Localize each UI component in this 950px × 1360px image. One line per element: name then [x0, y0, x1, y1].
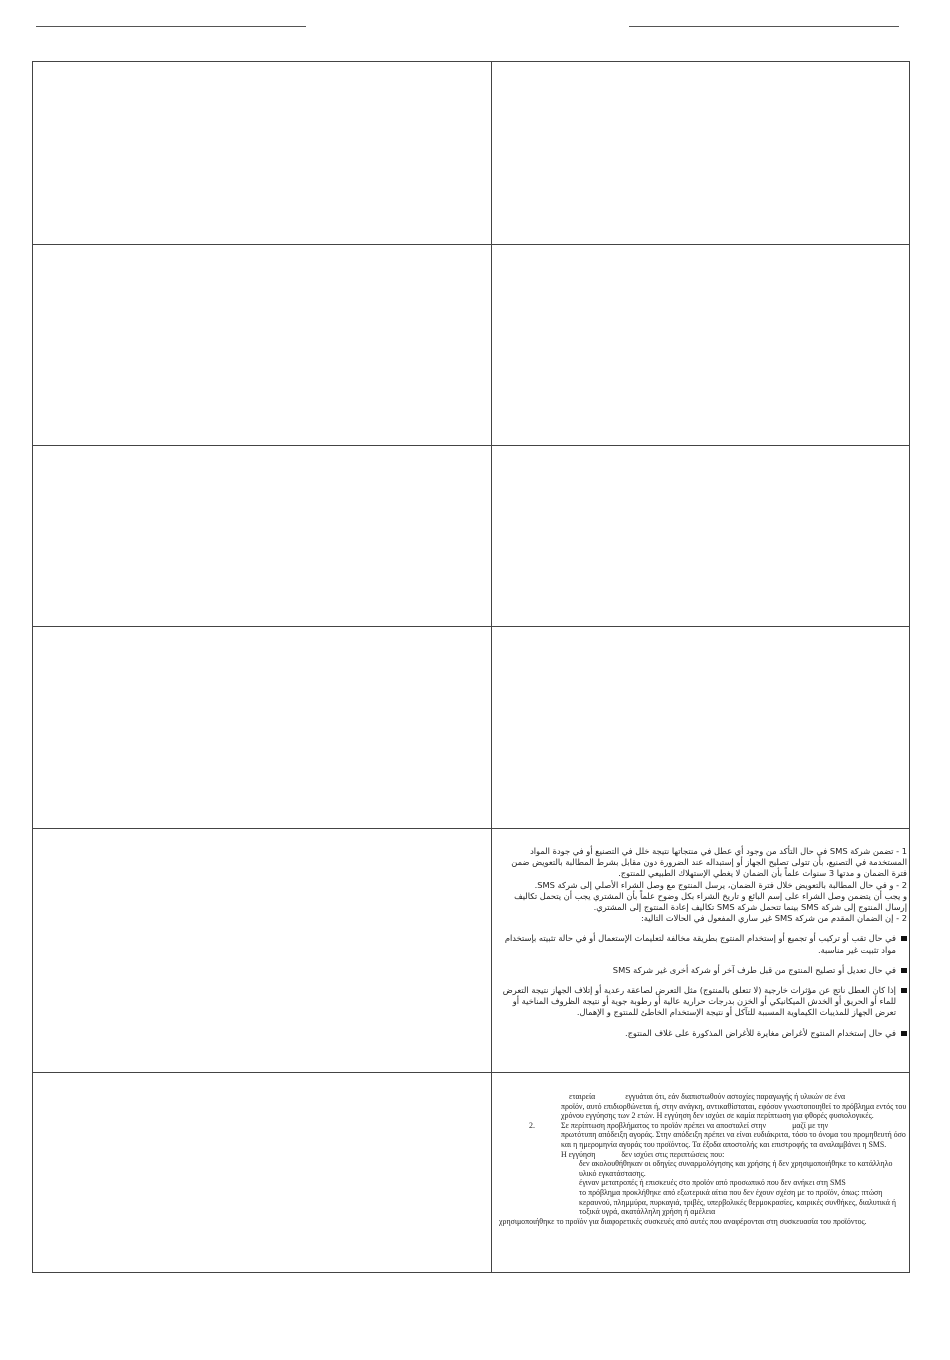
greek-para-1-cont: προϊόν, αυτό επιδιορθώνεται ή, στην ανάγκη, αντικαθίσταται, εφόσον γνωστοποιηθεί το πρόβλημα εντός του χρόνου εγγύησης των 2 ετών. Η εγγύηση δεν ισχύει σε καμία περίπτωση για φθορές φυσιολογικές.: [561, 1101, 907, 1121]
list-item: في حال إستخدام المنتوج لأغراض مغايرة للأغراض المذكورة على غلاف المنتوج.: [499, 1028, 907, 1039]
arabic-line-3: و يجب أن يتضمن وصل الشراء على إسم البائع و تاريخ الشراء بكل وضوح علماً بأن المشتري يجب أن يتحمل تكاليف إرسال المنتوج إلى شركة SMS بينما تتحمل شركة SMS تكاليف إعادة المنتوج إلى المشتري.: [514, 890, 907, 913]
header-rule-left: [36, 26, 306, 27]
greek-last-line: χρησιμοποιήθηκε το προϊόν για διαφορετικές συσκευές από αυτές που αναφέρονται στη συσκευασία του προϊόντος.: [499, 1216, 867, 1226]
greek-para-2-first: 2. Σε περίπτωση προβλήματος το προϊόν πρέπει να αποσταλεί στην μαζί με την: [529, 1120, 829, 1130]
warranty-table: [32, 61, 910, 1273]
greek-para-2-cont: πρωτότυπη απόδειξη αγοράς. Στην απόδειξη πρέπει να είναι ευδιάκριτα, τόσο το όνομα του προμηθευτή όσο και η ημερομηνία αγοράς του προϊόντος. Τα έξοδα αποστολής και επιστροφής τα αναλαμβάνει η SMS.: [561, 1130, 906, 1149]
list-item: إذا كان العطل ناتج عن مؤثرات خارجية (لا تتعلق بالمنتوج) مثل التعرض لصاعقة رعدية أو إتلاف الجهاز نتيجة التعرض للماء أو الحريق أو الخدش الميكانيكي أو الخزن بدرجات حرارية عالية أو رطوبة جوية أو نتيجة الظروف المناخية أو تعرض الجهاز للمذيبات الكيماوية المسببة للتآكل أو نتيجة الإستخدام الخاطئ للمنتوج و الإهمال.: [499, 985, 907, 1019]
arabic-line-4: 2 - إن الضمان المقدم من شركة SMS غير ساري المفعول في الحالات التالية:: [641, 913, 907, 924]
arabic-warranty-cell: [499, 846, 907, 1039]
greek-subitem-3: το πρόβλημα προκλήθηκε από εξωτερικά αίτια που δεν έχουν σχέση με το προϊόν, όπως: πτώση κεραυνού, πλημμύρα, πυρκαγιά, τριβές, υπερβολικές θερμοκρασίες, καιρικές συνθήκες, διαλυτικά ή τοξικά υγρά, ακατάλληλη χρήση ή αμέλεια: [579, 1187, 897, 1217]
arabic-line-2: 2 - و في حال المطالبة بالتعويض خلال فترة الضمان، يرسل المنتوج مع وصل الشراء الأصلي إلى شركة SMS.: [534, 879, 907, 890]
row-divider-2: [33, 445, 909, 446]
greek-para-1-first: εταιρεία εγγυάται ότι, εάν διαπιστωθούν αστοχίες παραγωγής ή υλικών σε ένα: [569, 1092, 846, 1101]
row-divider-3: [33, 626, 909, 627]
greek-subitem-1: δεν ακολουθήθηκαν οι οδηγίες συναρμολόγησης και χρήσης ή δεν χρησιμοποιήθηκε το κατάλληλο υλικό εγκατάστασης.: [579, 1159, 893, 1178]
greek-warranty-cell: [499, 1092, 907, 1226]
list-item: في حال تعديل أو تصليح المنتوج من قبل طرف آخر أو شركة أخرى غير شركة SMS: [499, 965, 907, 976]
bullet-icon: [901, 968, 907, 973]
row-divider-5: [33, 1072, 909, 1073]
arabic-line-1: 1 - تضمن شركة SMS في حال التأكد من وجود أي عطل في منتجاتها نتيجة خلل في التصنيع أو في جودة المواد المستخدمة في التصنيع، بأن تتولى تصليح الجهاز أو إستبداله عند الضرورة دون مقابل بشرط المطالبة بالتعويض ضمن فترة الضمان و مدتها 3 سنوات علماً بأن الضمان لا يغطي الإستهلاك الطبيعي للمنتوج.: [511, 846, 907, 879]
bullet-icon: [901, 1031, 907, 1036]
header-rule-right: [629, 26, 899, 27]
greek-subitem-2: έγιναν μετατροπές ή επισκευές στο προϊόν από προσωπικό που δεν ανήκει στη SMS: [579, 1178, 846, 1188]
row-divider-1: [33, 244, 909, 245]
bullet-icon: [901, 988, 907, 993]
bullet-icon: [901, 936, 907, 941]
greek-para-3: Η εγγύηση δεν ισχύει στις περιπτώσεις που:: [561, 1149, 725, 1159]
list-item: في حال تقب أو تركيب أو تجميع أو إستخدام المنتوج بطريقة مخالفة لتعليمات الإستعمال أو في حالة تثبيته بإستخدام مواد تثبيت غير مناسبة.: [499, 933, 907, 955]
row-divider-4: [33, 828, 909, 829]
